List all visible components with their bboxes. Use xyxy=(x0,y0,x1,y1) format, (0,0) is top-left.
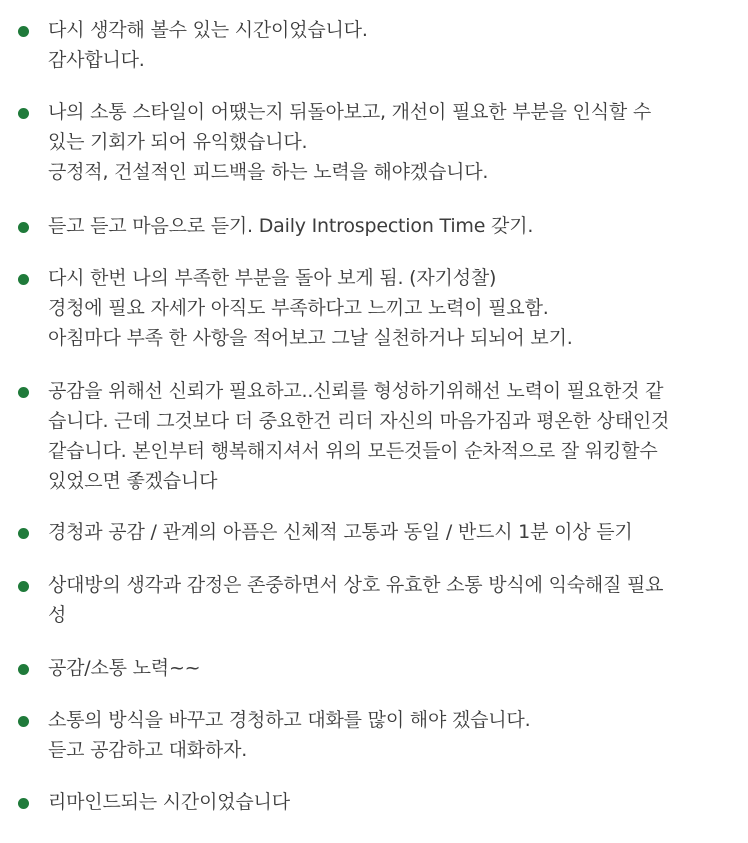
bullet-icon xyxy=(18,716,29,727)
list-item-line: 경청에 필요 자세가 아직도 부족하다고 느끼고 노력이 필요함. xyxy=(48,297,549,319)
list-item-line: 감사합니다. xyxy=(48,49,145,71)
list-item-line: 듣고 듣고 마음으로 듣기. Daily Introspection Time 갖기. xyxy=(48,215,534,237)
list-item-line: 긍정적, 건설적인 피드백을 하는 노력을 해야겠습니다. xyxy=(48,161,489,183)
list-item-line: 같습니다. 본인부터 행복해지셔서 위의 모든것들이 순차적으로 잘 워킹할수 xyxy=(48,440,658,462)
list-item-text xyxy=(48,705,738,765)
bullet-icon xyxy=(18,664,29,675)
list-item-text xyxy=(48,376,738,496)
list-item-text xyxy=(48,97,738,187)
list-item-line: 습니다. 근데 그것보다 더 중요한건 리더 자신의 마음가짐과 평온한 상태인것 xyxy=(48,410,670,432)
list-item-line: 듣고 공감하고 대화하자. xyxy=(48,739,248,761)
list-item-line: 공감을 위해선 신뢰가 필요하고..신뢰를 형성하기위해선 노력이 필요한것 같 xyxy=(48,380,664,402)
list-item-text xyxy=(48,15,738,75)
bullet-icon xyxy=(18,798,29,809)
list-item-line: 공감/소통 노력~~ xyxy=(48,657,201,679)
bullet-icon xyxy=(18,387,29,398)
list-item-text xyxy=(48,211,738,241)
bullet-icon xyxy=(18,222,29,233)
list-item-text xyxy=(48,517,738,547)
list-item-line: 아침마다 부족 한 사항을 적어보고 그날 실천하거나 되뇌어 보기. xyxy=(48,327,573,349)
bullet-icon xyxy=(18,528,29,539)
list-item-line: 소통의 방식을 바꾸고 경청하고 대화를 많이 해야 겠습니다. xyxy=(48,709,531,731)
list-item-line: 있었으면 좋겠습니다 xyxy=(48,470,218,492)
list-item-line: 나의 소통 스타일이 어땠는지 뒤돌아보고, 개선이 필요한 부분을 인식할 수 xyxy=(48,101,652,123)
bullet-icon xyxy=(18,26,29,37)
bullet-icon xyxy=(18,108,29,119)
list-item-text xyxy=(48,787,738,817)
list-item-line: 다시 생각해 볼수 있는 시간이었습니다. xyxy=(48,19,368,41)
bullet-icon xyxy=(18,581,29,592)
list-item-line: 성 xyxy=(48,604,67,626)
list-item-text xyxy=(48,570,738,630)
bullet-icon xyxy=(18,274,29,285)
list-item-line: 리마인드되는 시간이었습니다 xyxy=(48,791,290,813)
list-item-text xyxy=(48,653,738,683)
list-item-line: 상대방의 생각과 감정은 존중하면서 상호 유효한 소통 방식에 익숙해질 필요 xyxy=(48,574,664,596)
list-item-line: 있는 기회가 되어 유익했습니다. xyxy=(48,131,308,153)
list-item-text xyxy=(48,263,738,353)
list-item-line: 다시 한번 나의 부족한 부분을 돌아 보게 됨. (자기성찰) xyxy=(48,267,497,289)
list-item-line: 경청과 공감 / 관계의 아픔은 신체적 고통과 동일 / 반드시 1분 이상 듣기 xyxy=(48,521,633,543)
